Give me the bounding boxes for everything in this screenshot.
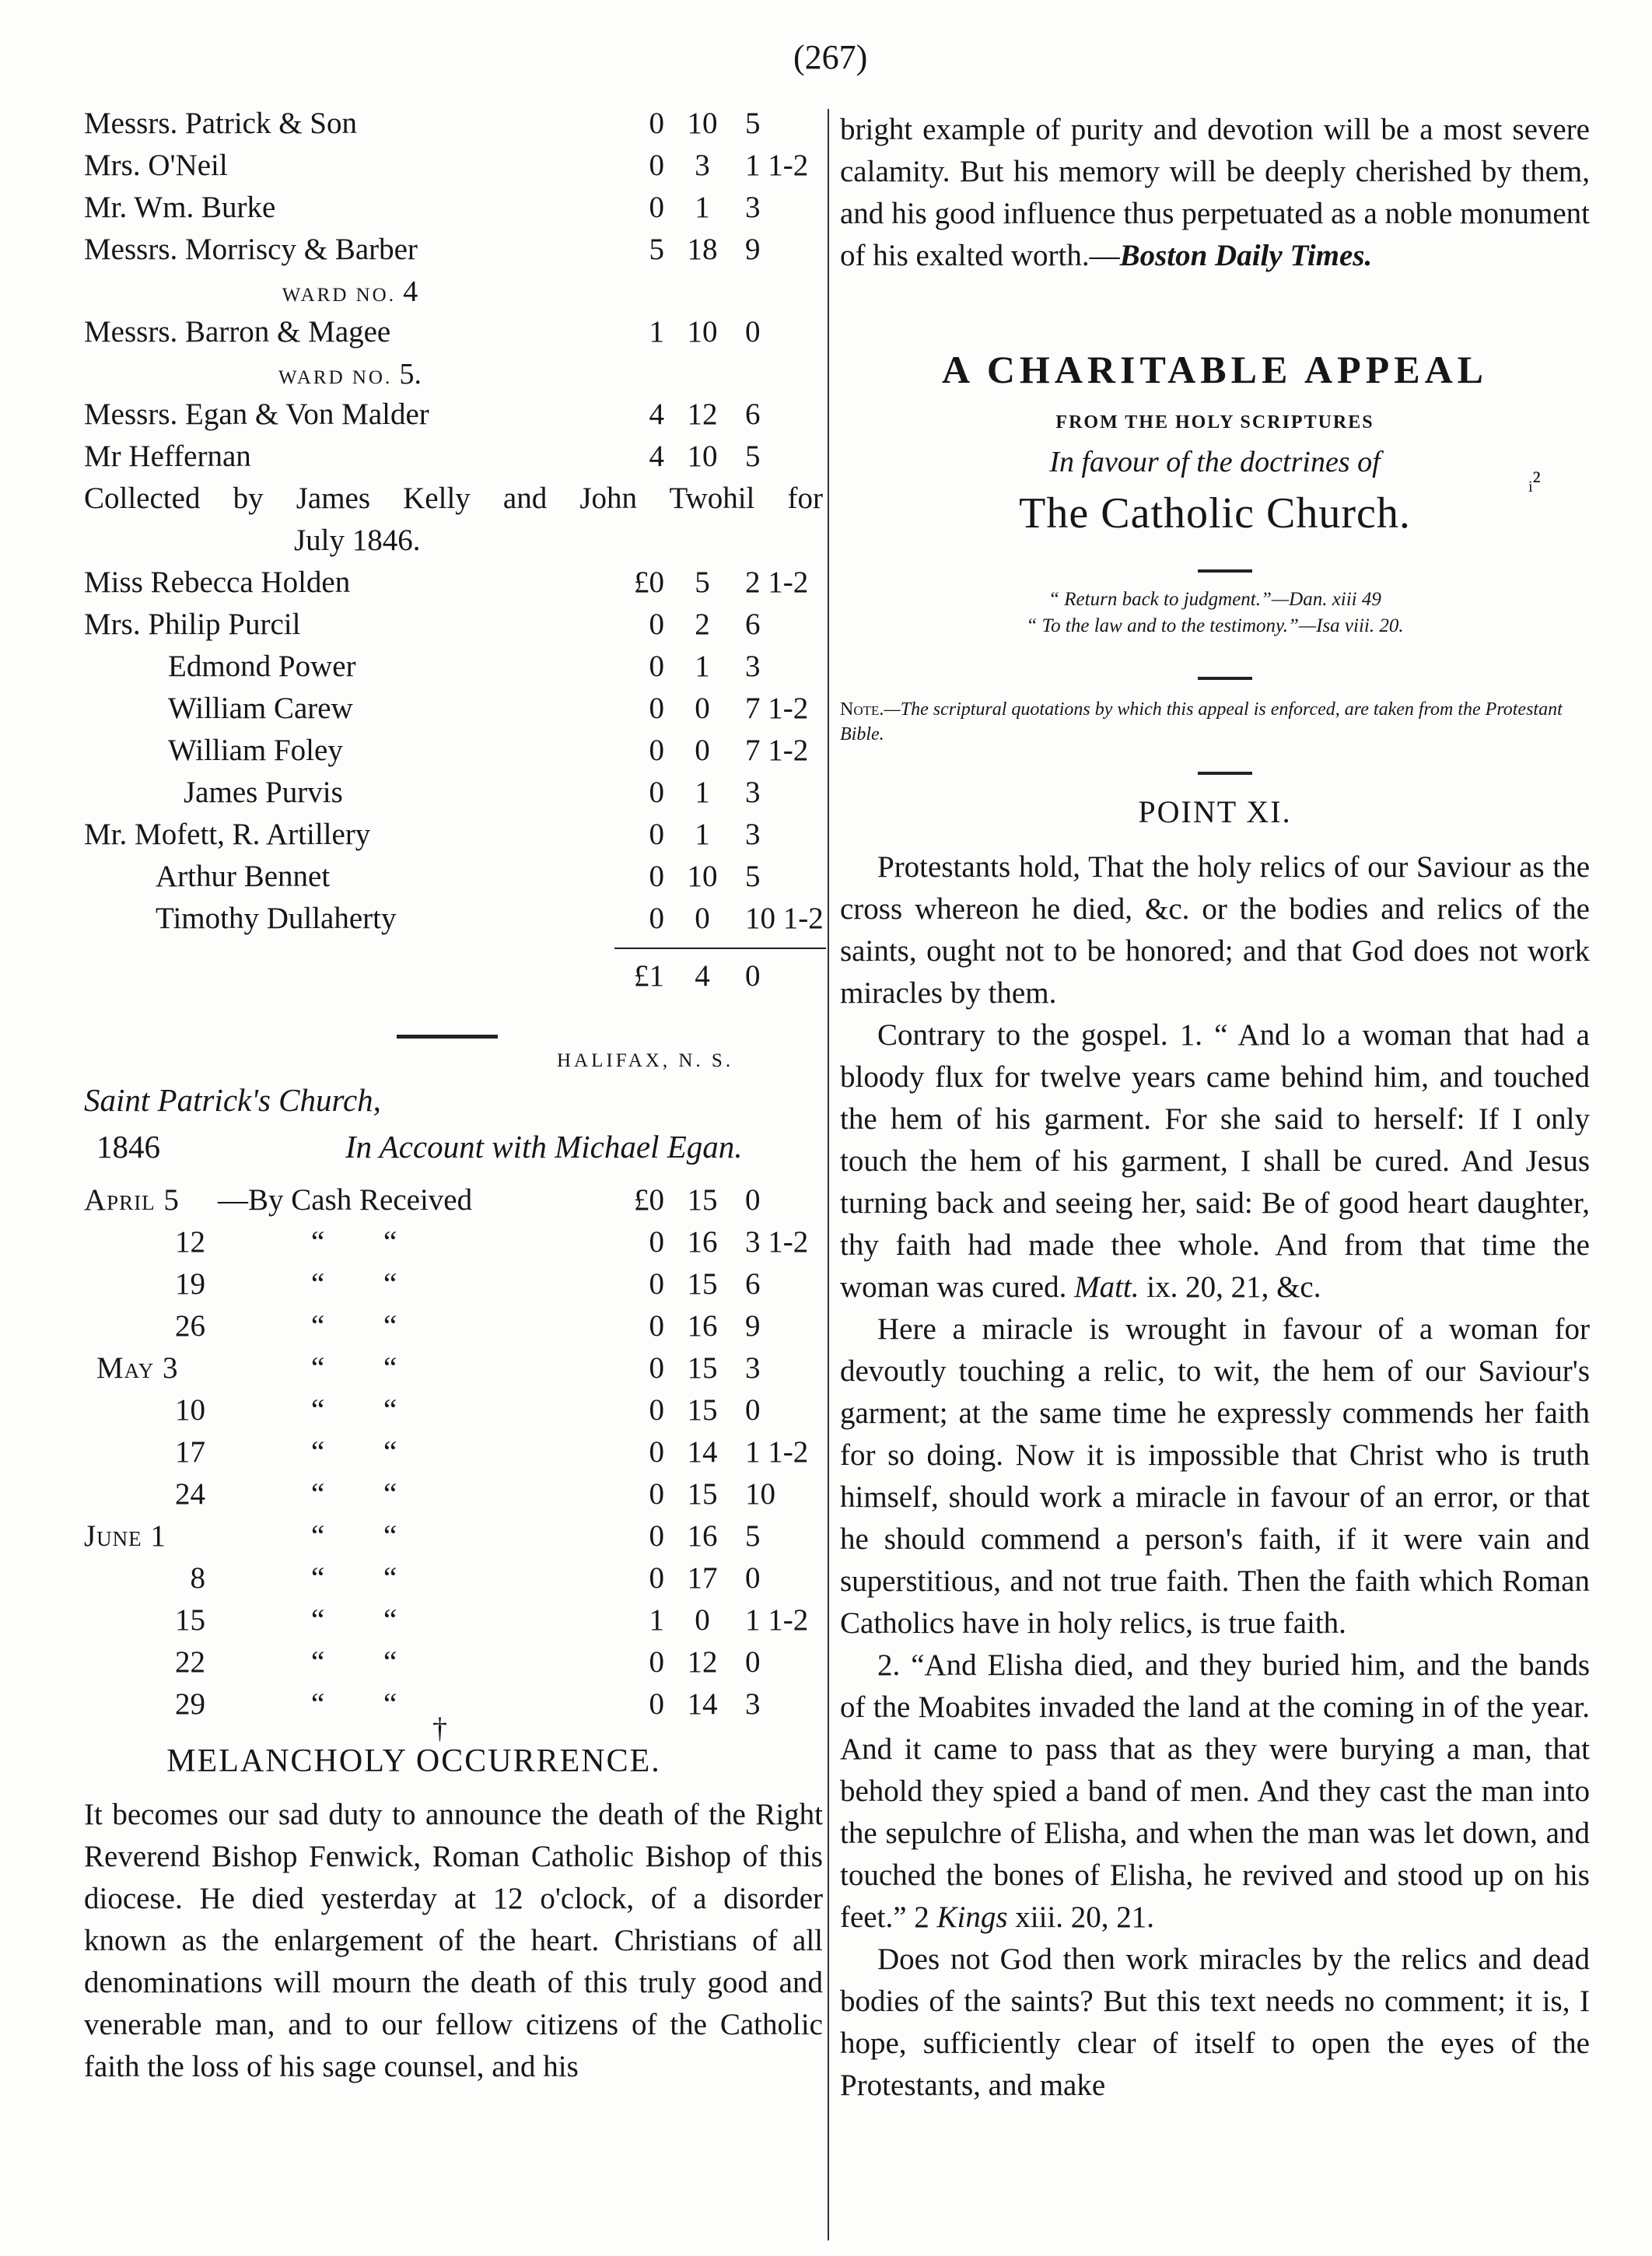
- pounds: 0: [649, 818, 664, 851]
- shillings: 17: [687, 1561, 718, 1595]
- shillings: 15: [687, 1267, 718, 1301]
- contributor-name: Mr. Mofett, R. Artillery: [84, 818, 371, 851]
- cash-row: [0, 1179, 828, 1221]
- pence: 3: [745, 1351, 761, 1385]
- contribution-row: [0, 898, 828, 940]
- melancholy-body: It becomes our sad duty to announce the death of the Right Reverend Bishop Fenwick, Roman Catholic Bishop of this diocese. He died yesterday at 12 o'clock, of a disorder known as the enlargement of the heart. Christians of all denominations will mourn the death of this truly good and venerable man, and to our fellow citizens of the Catholic faith the loss of his sage counsel, and his: [84, 1798, 823, 2083]
- pence: 1 1-2: [745, 1435, 809, 1469]
- pounds: 5: [649, 233, 664, 266]
- pounds: 0: [649, 1267, 664, 1301]
- paragraph: [840, 1645, 1590, 1939]
- obituary-source: Boston Daily Times.: [1119, 239, 1373, 272]
- cash-date: June 1: [84, 1519, 166, 1553]
- ditto-mark: “: [311, 1645, 325, 1679]
- paragraph-text: ix. 20, 21, &c.: [1139, 1270, 1321, 1304]
- contributor-name: Mrs. O'Neil: [84, 149, 228, 182]
- collected-heading: [84, 478, 823, 562]
- contributor-name: Miss Rebecca Holden: [84, 566, 351, 599]
- pence: 3: [745, 650, 761, 683]
- pence: 3: [745, 1687, 761, 1721]
- column-rule: [828, 109, 829, 2240]
- cash-label: —By Cash Received: [218, 1183, 473, 1217]
- contribution-row: [0, 145, 828, 187]
- total-shillings: 4: [695, 959, 710, 993]
- contributor-name: Mr. Wm. Burke: [84, 191, 276, 224]
- ditto-mark: “: [311, 1267, 325, 1301]
- ditto-mark: “: [311, 1519, 325, 1553]
- shillings: 1: [695, 818, 710, 851]
- cash-row: [0, 1221, 828, 1263]
- shillings: 2: [695, 608, 710, 641]
- cash-date: 17: [175, 1435, 205, 1469]
- shillings: 16: [687, 1309, 718, 1343]
- collected-line-2: July 1846.: [294, 524, 421, 557]
- cash-row: [0, 1641, 828, 1683]
- total-pounds: £1: [634, 959, 664, 993]
- pounds: 0: [649, 107, 664, 140]
- cash-row: [0, 1473, 828, 1515]
- cash-row: [0, 1389, 828, 1431]
- pounds: 0: [649, 1477, 664, 1511]
- ditto-mark: “: [311, 1309, 325, 1343]
- cash-date: 8: [190, 1561, 205, 1595]
- contributor-name: Arthur Bennet: [156, 860, 331, 893]
- shillings: 15: [687, 1183, 718, 1217]
- shillings: 18: [687, 233, 718, 266]
- divider: [1198, 677, 1252, 680]
- ditto-mark: “: [383, 1519, 397, 1553]
- cash-date: 22: [175, 1645, 205, 1679]
- contribution-row: [0, 814, 828, 856]
- shillings: 0: [695, 692, 710, 725]
- total-row: [0, 955, 828, 997]
- pounds: 0: [649, 650, 664, 683]
- cash-date: 29: [175, 1687, 205, 1721]
- paragraph: Here a miracle is wrought in favour of a woman for devoutly touching a relic, to wit, the hem of our Saviour's garment; at the same time he expressly commends her faith for so doing. Now it is impossible that Christ who is truth himself, should work a miracle in favour of an error, or that he should commend a person's faith, if it were vain and superstitious, and not true faith. Then the faith which Roman Catholics have in holy relics, is true faith.: [840, 1312, 1590, 1640]
- ward-heading: [0, 271, 700, 313]
- pence: 3: [745, 776, 761, 809]
- shillings: 10: [687, 315, 718, 349]
- cash-date: 10: [175, 1393, 205, 1427]
- shillings: 14: [687, 1435, 718, 1469]
- pounds: 0: [649, 1351, 664, 1385]
- melancholy-title: MELANCHOLY OCCURRENCE.: [166, 1743, 661, 1779]
- scripture-ref: Kings: [936, 1900, 1008, 1934]
- ditto-mark: “: [383, 1435, 397, 1469]
- ward-number: 4: [403, 275, 418, 308]
- ditto-mark: “: [311, 1393, 325, 1427]
- ward-label: WARD NO.: [282, 285, 396, 306]
- pence: 1 1-2: [745, 149, 809, 182]
- contributor-name: Messrs. Morriscy & Barber: [84, 233, 418, 266]
- church-heading: Saint Patrick's Church,: [84, 1082, 381, 1118]
- pounds: 0: [649, 1519, 664, 1553]
- epigraph-quote-2: “ To the law and to the testimony.”—Isa viii. 20.: [1026, 615, 1404, 636]
- shillings: 15: [687, 1393, 718, 1427]
- note: [840, 697, 1590, 747]
- pence: 5: [745, 1519, 761, 1553]
- pence: 9: [745, 1309, 761, 1343]
- ditto-mark: “: [383, 1309, 397, 1343]
- pounds: 0: [649, 1435, 664, 1469]
- pence: 5: [745, 107, 761, 140]
- ditto-mark: “: [311, 1477, 325, 1511]
- shillings: 0: [695, 902, 710, 935]
- shillings: 12: [687, 398, 718, 431]
- appeal-favour: In favour of the doctrines of: [1049, 446, 1381, 478]
- contribution-row: [0, 772, 828, 814]
- pounds: 0: [649, 776, 664, 809]
- contributor-name: Messrs. Barron & Magee: [84, 315, 391, 349]
- appeal-church: The Catholic Church.: [1019, 489, 1411, 538]
- pounds: 1: [649, 1603, 664, 1637]
- account-title: In Account with Michael Egan.: [345, 1129, 743, 1165]
- pounds: 0: [649, 902, 664, 935]
- pence: 10: [745, 1477, 775, 1511]
- contributor-name: Mrs. Philip Purcil: [84, 608, 301, 641]
- contribution-row: [0, 562, 828, 604]
- cash-date: 24: [175, 1477, 205, 1511]
- pence: 9: [745, 233, 761, 266]
- pounds: 0: [649, 1645, 664, 1679]
- contributor-name: Messrs. Patrick & Son: [84, 107, 357, 140]
- ditto-mark: “: [311, 1225, 325, 1259]
- pence: 5: [745, 860, 761, 893]
- ward-heading: [0, 353, 700, 395]
- pounds: 0: [649, 191, 664, 224]
- shillings: 10: [687, 107, 718, 140]
- pence: 0: [745, 1561, 761, 1595]
- cash-date: May 3: [96, 1351, 179, 1385]
- shillings: 1: [695, 191, 710, 224]
- paragraph-text: 2. “And Elisha died, and they buried him, and the bands of the Moabites invaded the land at the coming in of the year. And it came to pass that as they were burying a man, that behold they spied a band of men. And they cast the man into the sepulchre of Elisha, and when the man was let down, and touched the bones of Elisha, he revived and stood up on his feet.” 2: [840, 1648, 1590, 1934]
- contribution-row: [0, 229, 828, 271]
- appeal-from: FROM THE HOLY SCRIPTURES: [1055, 412, 1374, 433]
- cash-row: [0, 1263, 828, 1305]
- pounds: 0: [649, 860, 664, 893]
- contributor-name: Mr Heffernan: [84, 440, 251, 473]
- pence: 3: [745, 191, 761, 224]
- ditto-mark: “: [311, 1603, 325, 1637]
- pence: 3: [745, 818, 761, 851]
- pence: 10 1-2: [745, 902, 824, 935]
- contributor-name: James Purvis: [184, 776, 343, 809]
- shillings: 5: [695, 566, 710, 599]
- pounds: 4: [649, 398, 664, 431]
- shillings: 3: [695, 149, 710, 182]
- scripture-ref: Matt.: [1074, 1270, 1139, 1304]
- pence: 0: [745, 1183, 761, 1217]
- contribution-row: [0, 604, 828, 646]
- shillings: 16: [687, 1225, 718, 1259]
- pounds: £0: [634, 566, 664, 599]
- pounds: £0: [634, 1183, 664, 1217]
- paragraph: Does not God then work miracles by the relics and dead bodies of the saints? But this text needs no comment; it is, I hope, sufficiently clear of itself to open the eyes of the Protestants, and make: [840, 1942, 1590, 2102]
- ditto-mark: “: [383, 1561, 397, 1595]
- cash-row: [0, 1557, 828, 1599]
- account-year: 1846: [96, 1129, 160, 1165]
- shillings: 10: [687, 860, 718, 893]
- pence: 2 1-2: [745, 566, 809, 599]
- contribution-row: [0, 436, 828, 478]
- contributor-name: Edmond Power: [168, 650, 356, 683]
- contribution-row: [0, 856, 828, 898]
- stray-mark: ᵢ²: [1528, 467, 1541, 496]
- cash-row: [0, 1515, 828, 1557]
- pounds: 4: [649, 440, 664, 473]
- ditto-mark: “: [383, 1687, 397, 1721]
- contribution-row: [0, 646, 828, 688]
- pence: 6: [745, 1267, 761, 1301]
- pence: 3 1-2: [745, 1225, 809, 1259]
- pounds: 0: [649, 692, 664, 725]
- shillings: 14: [687, 1687, 718, 1721]
- paragraph-text: Contrary to the gospel. 1. “ And lo a woman that had a bloody flux for twelve years came behind him, and touched the hem of his garment. For she said to herself: If I only touch the hem of his garment, I shall be cured. And Jesus turning back and seeing her, said: Be of good heart daughter, thy faith had made thee whole. And from that time the woman was cured.: [840, 1018, 1590, 1304]
- contribution-row: [0, 187, 828, 229]
- ward-number: 5.: [399, 358, 422, 391]
- point-heading: POINT XI.: [1138, 794, 1292, 829]
- shillings: 16: [687, 1519, 718, 1553]
- ditto-mark: “: [383, 1645, 397, 1679]
- pounds: 0: [649, 1561, 664, 1595]
- pence: 6: [745, 398, 761, 431]
- shillings: 15: [687, 1477, 718, 1511]
- contributor-name: Messrs. Egan & Von Malder: [84, 398, 429, 431]
- cash-row: [0, 1347, 828, 1389]
- note-lead: Note.: [840, 699, 884, 720]
- cash-row: [0, 1683, 828, 1725]
- contribution-row: [0, 103, 828, 145]
- cash-date: 26: [175, 1309, 205, 1343]
- contribution-row: [0, 394, 828, 436]
- account-heading: [96, 1128, 828, 1165]
- ditto-mark: “: [383, 1393, 397, 1427]
- pence: 7 1-2: [745, 692, 809, 725]
- obituary-continuation: [840, 109, 1590, 277]
- note-text: —The scriptural quotations by which this appeal is enforced, are taken from the Protestant Bible.: [840, 699, 1563, 744]
- contribution-row: [0, 311, 828, 353]
- cash-date: 15: [175, 1603, 205, 1637]
- cash-date: 19: [175, 1267, 205, 1301]
- contribution-row: [0, 730, 828, 772]
- divider: [1198, 772, 1252, 775]
- pence: 0: [745, 315, 761, 349]
- article-body: [840, 846, 1590, 2107]
- epigraph-quote-1: “ Return back to judgment.”—Dan. xiii 49: [1048, 589, 1381, 610]
- shillings: 1: [695, 650, 710, 683]
- pence: 1 1-2: [745, 1603, 809, 1637]
- pounds: 0: [649, 1225, 664, 1259]
- ditto-mark: “: [383, 1603, 397, 1637]
- shillings: 1: [695, 776, 710, 809]
- contributor-name: William Carew: [168, 692, 353, 725]
- cash-date: April 5: [84, 1183, 180, 1217]
- section-divider: [397, 1035, 498, 1039]
- shillings: 15: [687, 1351, 718, 1385]
- pounds: 0: [649, 149, 664, 182]
- shillings: 0: [695, 734, 710, 767]
- pounds: 0: [649, 1687, 664, 1721]
- cash-row: [0, 1599, 828, 1641]
- page-number: (267): [793, 38, 868, 76]
- ditto-mark: “: [311, 1435, 325, 1469]
- pence: 7 1-2: [745, 734, 809, 767]
- ditto-mark: “: [311, 1561, 325, 1595]
- contributor-name: Timothy Dullaherty: [156, 902, 397, 935]
- sum-rule: [614, 948, 826, 949]
- pence: 0: [745, 1393, 761, 1427]
- pounds: 0: [649, 608, 664, 641]
- shillings: 10: [687, 440, 718, 473]
- cash-row: [0, 1431, 828, 1473]
- paragraph: [840, 1014, 1590, 1308]
- paragraph-text: xiii. 20, 21.: [1007, 1900, 1155, 1934]
- pounds: 0: [649, 734, 664, 767]
- paragraph: Protestants hold, That the holy relics of our Saviour as the cross whereon he died, &c. or the bodies and relics of the saints, ought not to be honored; and that God does not work miracles by them.: [840, 850, 1590, 1010]
- pounds: 0: [649, 1309, 664, 1343]
- pence: 0: [745, 1645, 761, 1679]
- cash-row: [0, 1305, 828, 1347]
- contribution-row: [0, 688, 828, 730]
- cash-date: 12: [175, 1225, 205, 1259]
- halifax-heading: HALIFAX, N. S.: [557, 1050, 734, 1071]
- dagger-mark: †: [432, 1712, 447, 1745]
- pence: 6: [745, 608, 761, 641]
- ditto-mark: “: [383, 1351, 397, 1385]
- contributor-name: William Foley: [168, 734, 343, 767]
- pounds: 0: [649, 1393, 664, 1427]
- collected-line-1: Collected by James Kelly and John Twohil for: [84, 482, 823, 515]
- pence: 5: [745, 440, 761, 473]
- ditto-mark: “: [311, 1351, 325, 1385]
- divider: [1198, 569, 1252, 573]
- pounds: 1: [649, 315, 664, 349]
- appeal-title: A CHARITABLE APPEAL: [941, 348, 1489, 391]
- shillings: 0: [695, 1603, 710, 1637]
- shillings: 12: [687, 1645, 718, 1679]
- ditto-mark: “: [383, 1267, 397, 1301]
- epigraph: [840, 587, 1590, 639]
- ditto-mark: “: [383, 1225, 397, 1259]
- ditto-mark: “: [311, 1687, 325, 1721]
- ditto-mark: “: [383, 1477, 397, 1511]
- ward-label: WARD NO.: [278, 367, 393, 388]
- obituary-text: bright example of purity and devotion will be a most severe calamity. But his memory will be deeply cherished by them, and his good influence thus perpetuated as a noble monument of his exalted worth.—: [840, 113, 1590, 272]
- total-pence: 0: [745, 959, 761, 993]
